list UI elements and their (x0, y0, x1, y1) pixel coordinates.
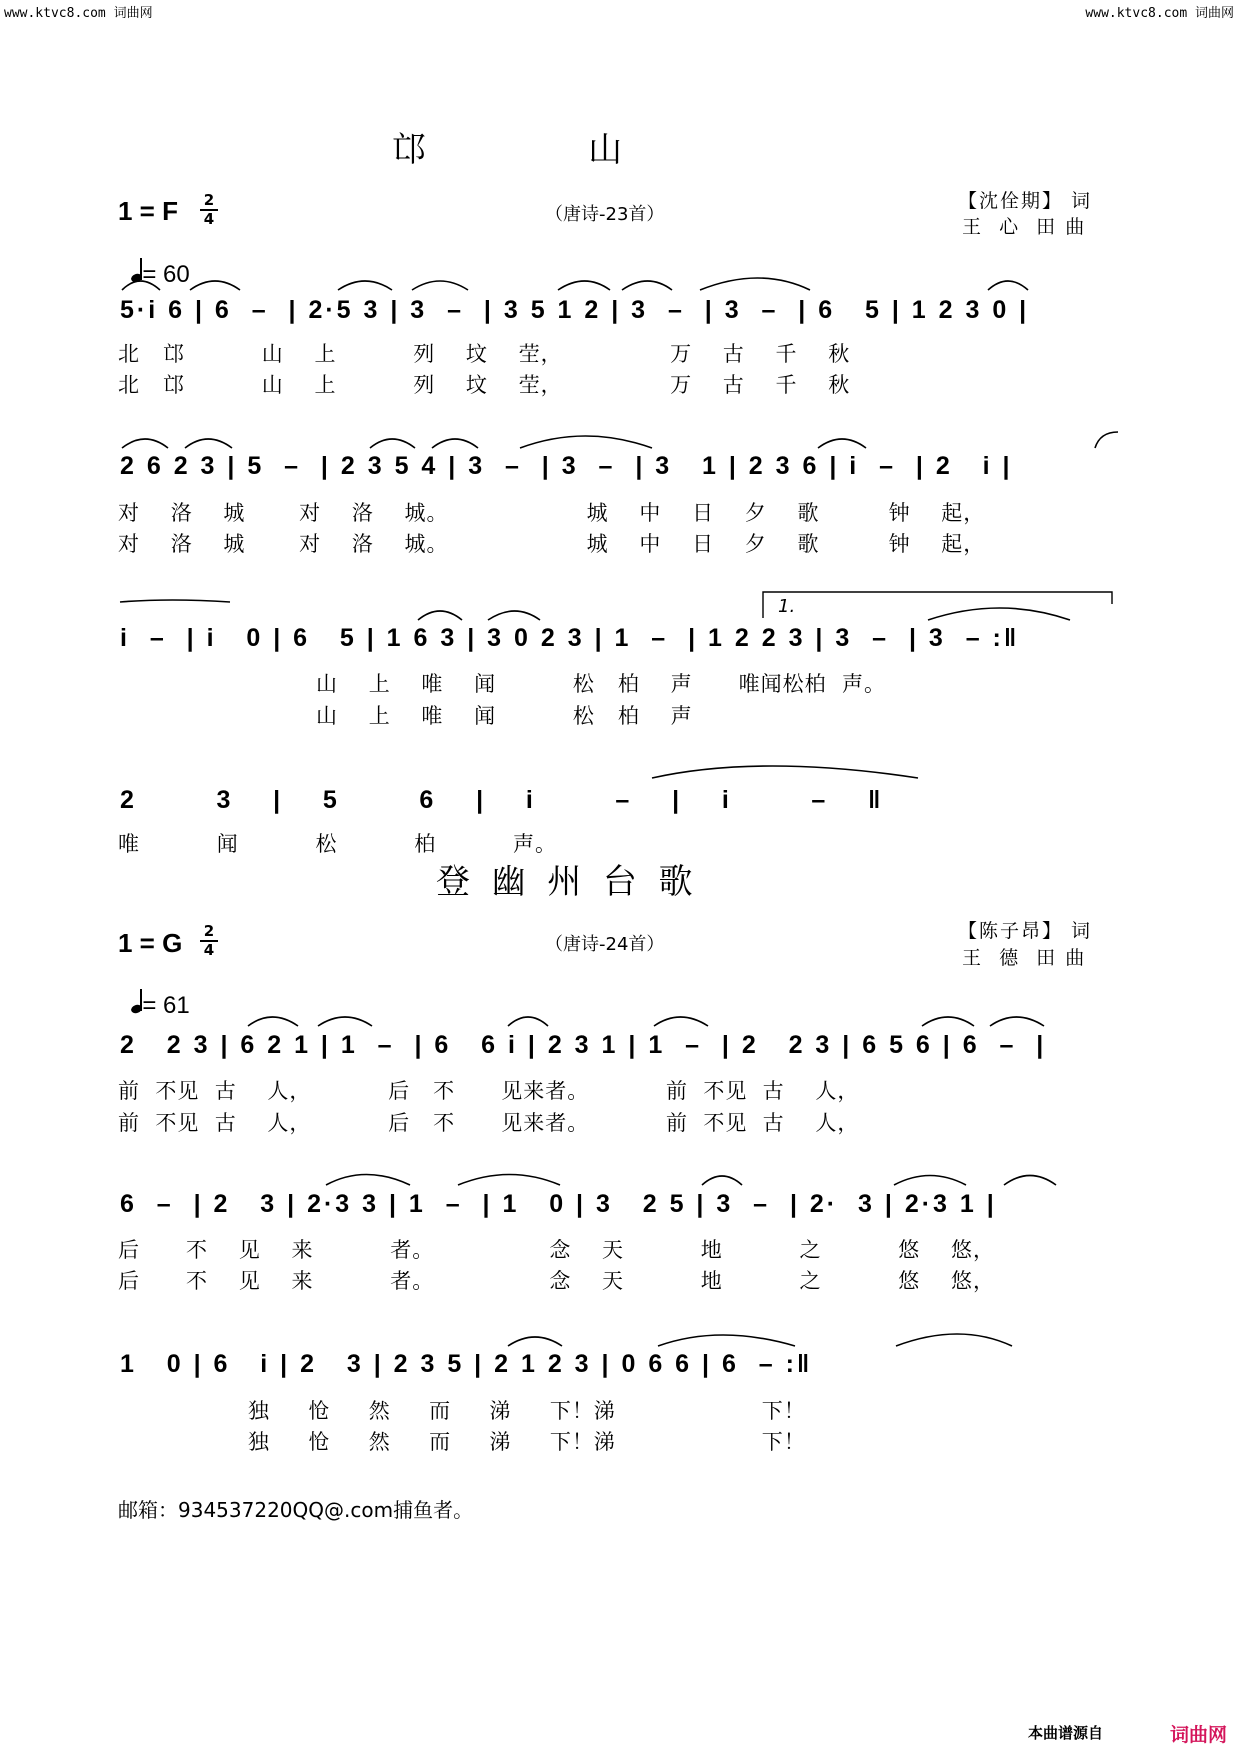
slur (508, 1017, 548, 1026)
volta-1-label: 1. (778, 596, 796, 617)
slur (520, 436, 652, 448)
footer-email: 邮箱：934537220QQ@.com捕鱼者。 (118, 1498, 474, 1522)
slur (338, 281, 392, 290)
song2-notes-row1: 2 2 3 | 6 2 1 | 1 – | 6 6 i | 2 3 1 | 1 – | 2 2 3 | 6 5 6 | 6 – | (120, 1031, 1047, 1059)
song2-notes-row2: 6 – | 2 3 | 2·3 3 | 1 – | 1 0 | 3 2 5 | 3 – | 2· 3 | 2·3 1 | (120, 1190, 997, 1218)
song1-notes-row2: 2 6 2 3 | 5 – | 2 3 5 4 | 3 – | 3 – | 3 1 | 2 3 6 | i – | 2 i | (120, 452, 1013, 480)
slur (458, 1175, 560, 1186)
slur (652, 766, 918, 778)
slur (326, 1175, 410, 1186)
slur (318, 1017, 372, 1026)
song1-notes-row4: 2 3 | 5 6 | i – | i – ‖ (120, 786, 884, 814)
song1-tempo: = 60 (118, 230, 190, 289)
slur (558, 281, 610, 290)
song1-lyricist: 【沈佺期】 词 (958, 190, 1093, 212)
song2-lyricist: 【陈子昂】 词 (958, 920, 1093, 942)
slur (702, 1176, 742, 1185)
slur (185, 439, 232, 448)
song1-lyric1-row2: 对 洛 城 对 洛 城。 城 中 日 夕 歌 钟 起， (118, 501, 986, 525)
slur (818, 439, 866, 448)
slur (654, 1017, 708, 1026)
song2-notes-row3: 1 0 | 6 i | 2 3 | 2 3 5 | 2 1 2 3 | 0 6 6 | 6 – :‖ (120, 1350, 813, 1378)
slur (658, 1335, 795, 1346)
song1-key: 1 = F (118, 196, 178, 226)
time-bottom: 4 (203, 210, 215, 228)
ktvc8-logo[interactable]: 词曲网 (1170, 1724, 1228, 1746)
slur (488, 611, 540, 620)
time-bottom: 4 (203, 941, 215, 959)
slur (432, 439, 478, 448)
slur (120, 600, 230, 602)
slur (1095, 432, 1118, 448)
site-header-left: www.ktvc8.com 词曲网 (4, 6, 153, 21)
slur (1004, 1176, 1056, 1186)
song1-lyric1-row4: 唯 闻 松 柏 声。 (118, 832, 558, 856)
song1-subtitle: （唐诗-23首） (545, 204, 665, 225)
song2-lyric2-row3: 独 怆 然 而 涕 下！涕 下！ (248, 1430, 806, 1454)
slur (122, 281, 160, 290)
song1-notes-row1: 5·i 6 | 6 – | 2·5 3 | 3 – | 3 5 1 2 | 3 – | 3 – | 6 5 | 1 2 3 0 | (120, 296, 1030, 324)
slur (370, 439, 415, 448)
song2-title: 登 幽 州 台 歌 (436, 862, 693, 902)
slur (418, 611, 462, 620)
song1-lyric2-row2: 对 洛 城 对 洛 城。 城 中 日 夕 歌 钟 起， (118, 532, 986, 556)
song2-lyric1-row1: 前 不见 古 人， 后 不 见来者。 前 不见 古 人， (118, 1079, 860, 1103)
slur (412, 281, 468, 290)
song2-lyric2-row1: 前 不见 古 人， 后 不 见来者。 前 不见 古 人， (118, 1111, 860, 1135)
slur (896, 1334, 1012, 1346)
slur (190, 281, 240, 290)
footer-source-text: 本曲谱源自 (1028, 1724, 1104, 1742)
slur (922, 1017, 974, 1026)
slur (988, 281, 1028, 290)
slur (928, 608, 1070, 620)
slur (508, 1337, 562, 1346)
slur (990, 1017, 1044, 1026)
song2-key: 1 = G (118, 928, 183, 958)
song1-notes-row3: i – | i 0 | 6 5 | 1 6 3 | 3 0 2 3 | 1 – | 1 2 2 3 | 3 – | 3 – :‖ (120, 624, 1020, 652)
slur (122, 439, 168, 448)
volta-bracket (763, 592, 1112, 618)
song1-lyric1-row1: 北 邙 山 上 列 坟 茔， 万 古 千 秋 (118, 342, 851, 366)
song1-lyric1-row3: 山 上 唯 闻 松 柏 声 唯闻松柏 声。 (316, 672, 886, 696)
slur (894, 1176, 966, 1186)
song1-lyric2-row3: 山 上 唯 闻 松 柏 声 (316, 704, 693, 728)
song1-lyric2-row1: 北 邙 山 上 列 坟 茔， 万 古 千 秋 (118, 373, 851, 397)
song1-composer: 王 心 田 曲 (962, 216, 1087, 238)
time-top: 2 (203, 191, 215, 209)
slur (700, 278, 810, 290)
song2-composer: 王 德 田 曲 (962, 947, 1087, 969)
song2-tempo: = 61 (118, 961, 190, 1020)
slur (622, 281, 672, 290)
song2-lyric1-row2: 后 不 见 来 者。 念 天 地 之 悠 悠， (118, 1238, 995, 1262)
site-header-right: www.ktvc8.com 词曲网 (1085, 6, 1234, 21)
song2-lyric1-row3: 独 怆 然 而 涕 下！涕 下！ (248, 1399, 806, 1423)
slur (248, 1017, 298, 1026)
song2-lyric2-row2: 后 不 见 来 者。 念 天 地 之 悠 悠， (118, 1269, 995, 1293)
time-top: 2 (203, 922, 215, 940)
song2-subtitle: （唐诗-24首） (545, 934, 665, 955)
song1-title: 邙 山 (392, 130, 623, 170)
